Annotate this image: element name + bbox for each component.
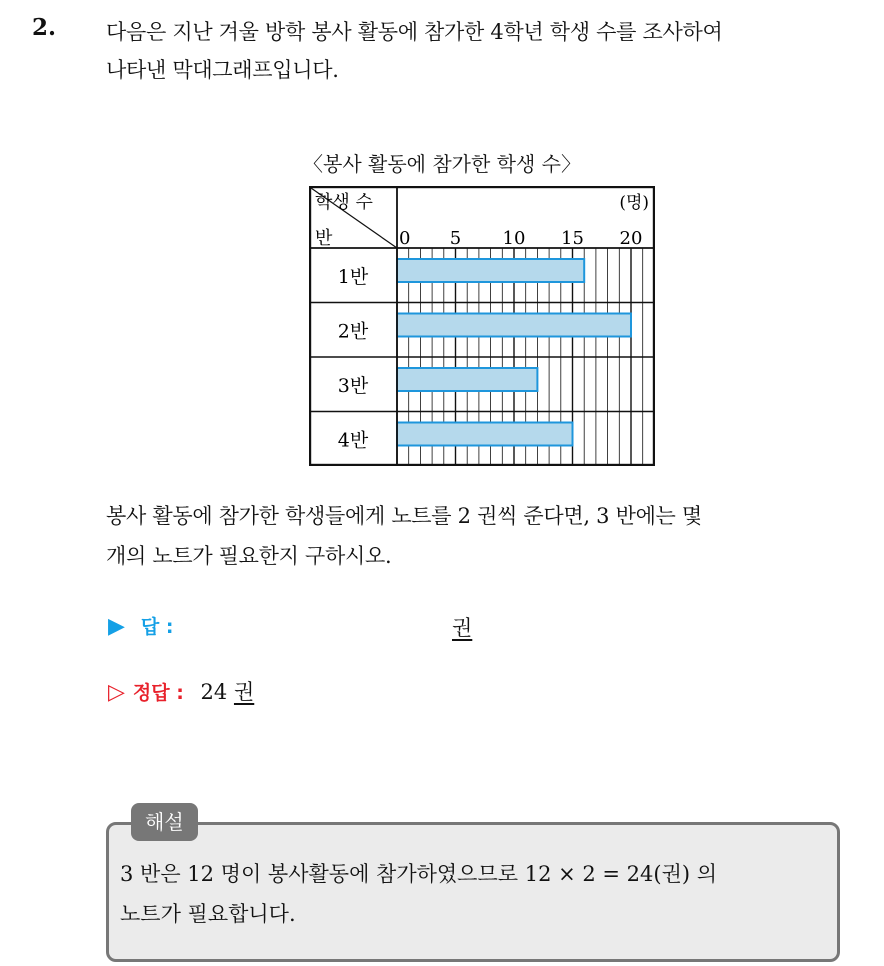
bar-4 — [397, 423, 573, 446]
question-text-line2: 나타낸 막대그래프입니다. — [106, 58, 339, 82]
correct-value: 24 — [200, 680, 228, 704]
tick-label-20: 20 — [619, 228, 643, 249]
unit-label: (명) — [619, 193, 649, 213]
chart-title: 〈봉사 활동에 참가한 학생 수〉 — [303, 152, 581, 176]
solution-tag: 해설 — [131, 803, 198, 841]
solution-line1: 3 반은 12 명이 봉사활동에 참가하였으므로 12 × 2 = 24(권) 의 — [120, 862, 718, 886]
outline-triangle-icon: ▷ — [108, 680, 125, 705]
correct-unit: 권 — [233, 680, 255, 704]
correct-answer-row — [108, 676, 254, 706]
prompt-line2: 개의 노트가 필요한지 구하시오. — [106, 544, 392, 568]
answer-label: 답 : — [140, 616, 174, 638]
prompt-line1: 봉사 활동에 참가한 학생들에게 노트를 2 권씩 준다면, 3 반에는 몇 — [106, 504, 702, 528]
bar-2 — [397, 314, 631, 337]
solution-box — [106, 822, 840, 962]
answer-row — [108, 612, 174, 639]
question-number: 2. — [32, 14, 57, 41]
answer-blank[interactable] — [452, 612, 472, 642]
correct-label: 정답 : — [132, 682, 184, 704]
header-left-label: 반 — [315, 228, 333, 249]
tick-label-5: 5 — [449, 228, 462, 249]
tick-label-10: 10 — [502, 228, 526, 249]
category-labels — [338, 266, 369, 452]
bar-chart — [309, 186, 655, 466]
bar-1 — [397, 259, 584, 282]
answer-unit: 권 — [452, 616, 473, 640]
category-label-2: 2반 — [337, 320, 369, 343]
solution-line2: 노트가 필요합니다. — [120, 902, 296, 926]
bar-3 — [397, 368, 537, 391]
tick-labels — [399, 228, 642, 249]
category-label-3: 3반 — [337, 375, 369, 397]
category-label-1: 1반 — [337, 266, 369, 288]
header-top-label: 학생 수 — [315, 192, 373, 213]
question-text-line1: 다음은 지난 겨울 방학 봉사 활동에 참가한 4학년 학생 수를 조사하여 — [106, 20, 723, 44]
tick-label-15: 15 — [561, 228, 584, 249]
play-triangle-icon: ▶ — [108, 614, 125, 639]
tick-label-0: 0 — [399, 228, 411, 249]
category-label-4: 4반 — [337, 429, 369, 452]
